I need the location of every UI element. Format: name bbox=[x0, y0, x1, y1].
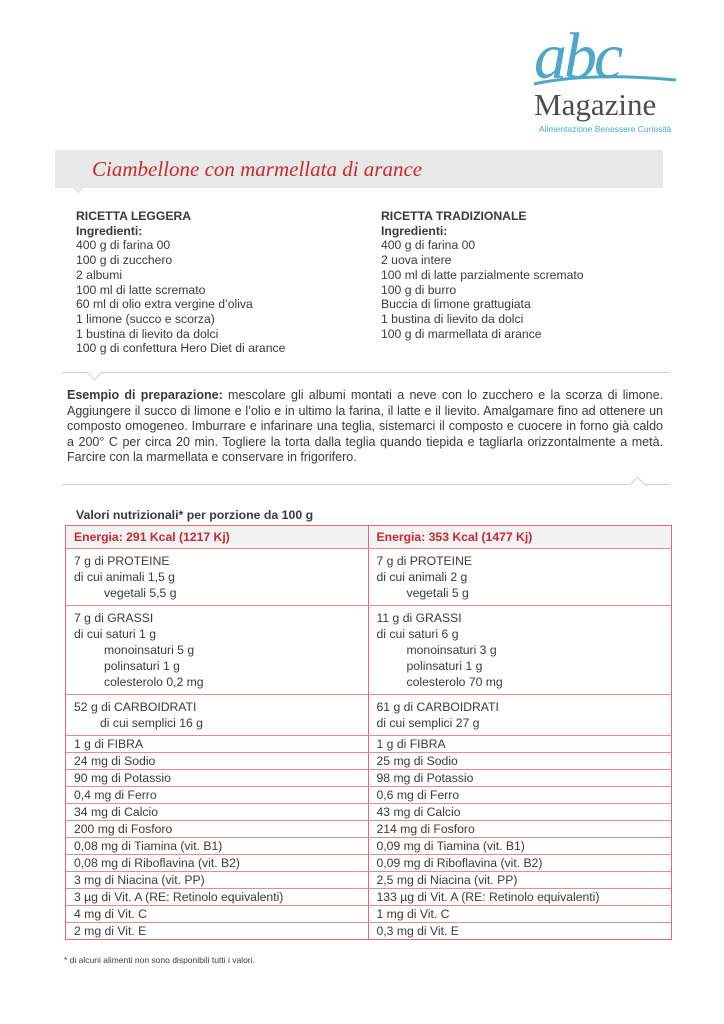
table-cell-light: 24 mg di Sodio bbox=[66, 753, 369, 769]
fats-monounsaturated: monoinsaturi 5 g bbox=[104, 643, 195, 658]
proteins-vegetable: vegetali 5 g bbox=[406, 586, 469, 601]
preparation-body: mescolare gli albumi montati a neve con lo zucchero e la scorza di limone. Aggiungere il succo di limone e l’olio e in ultimo la farina, il latte e il lievito. Amalgamare fino ad ottenere un composto omogeneo. Imburrare e infarinare una teglia, sistemarci il composto e cuocere in forno già caldo a 200° C per circa 20 min. Togliere la torta dalla teglia quando tiepida e tagliarla orizzontalmente a metà. Farcire con la marmellata e conservare in frigorifero. bbox=[67, 388, 663, 465]
table-cell-light: 0,08 mg di Tiamina (vit. B1) bbox=[66, 838, 369, 854]
table-cell-traditional: 0,09 mg di Riboflavina (vit. B2) bbox=[376, 855, 543, 870]
recipe-light-ingredients-label: Ingredienti: bbox=[76, 223, 143, 238]
table-cell-light: 200 mg di Fosforo bbox=[66, 821, 369, 837]
proteins-vegetable: vegetali 5,5 g bbox=[104, 586, 177, 601]
divider bbox=[62, 372, 670, 373]
ingredient-item: 100 ml di latte parzialmente scremato bbox=[381, 267, 584, 282]
table-row bbox=[66, 770, 671, 787]
proteins-animal: di cui animali 2 g bbox=[376, 570, 468, 585]
table-cell-light: 3 mg di Niacina (vit. PP) bbox=[66, 872, 369, 888]
nutrition-title: Valori nutrizionali* per porzione da 100 g bbox=[76, 508, 314, 522]
divider bbox=[62, 484, 670, 485]
table-cell-light: 0,4 mg di Ferro bbox=[66, 787, 369, 803]
fats-cholesterol: colesterolo 70 mg bbox=[406, 675, 503, 690]
footnote: * di alcuni alimenti non sono disponibili tutti i valori. bbox=[64, 955, 255, 965]
fats-total: 7 g di GRASSI bbox=[74, 610, 154, 625]
ingredient-item: 1 bustina di lievito da dolci bbox=[76, 326, 219, 341]
fats-saturated: di cui saturi 1 g bbox=[74, 626, 156, 641]
title-band-notch bbox=[71, 186, 85, 194]
ingredient-item: Buccia di limone grattugiata bbox=[381, 297, 531, 312]
table-cell-light: 3 µg di Vit. A (RE: Retinolo equivalenti) bbox=[66, 889, 369, 905]
table-row bbox=[66, 804, 671, 821]
table-row bbox=[66, 821, 671, 838]
table-row-energy bbox=[66, 526, 671, 549]
table-row bbox=[66, 787, 671, 804]
table-cell-traditional: 133 µg di Vit. A (RE: Retinolo equivalenti) bbox=[376, 889, 600, 904]
preparation-text bbox=[67, 388, 663, 466]
recipe-traditional-ingredients-label: Ingredienti: bbox=[381, 223, 448, 238]
proteins-total: 7 g di PROTEINE bbox=[376, 554, 473, 568]
table-row-fats bbox=[66, 606, 671, 695]
table-row-proteins bbox=[66, 549, 671, 606]
fats-polyunsaturated: polinsaturi 1 g bbox=[104, 659, 180, 674]
table-row bbox=[66, 889, 671, 906]
table-cell-light: 1 g di FIBRA bbox=[66, 736, 369, 752]
ingredient-item: 60 ml di olio extra vergine d’oliva bbox=[76, 297, 253, 312]
logo-magazine: Magazine bbox=[534, 87, 657, 122]
divider-notch bbox=[87, 365, 103, 381]
ingredient-item: 100 g di confettura Hero Diet di arance bbox=[76, 341, 286, 356]
table-cell-light: 0,08 mg di Riboflavina (vit. B2) bbox=[66, 855, 369, 871]
table-row bbox=[66, 838, 671, 855]
energy-light: Energia: 291 Kcal (1217 Kj) bbox=[66, 526, 369, 548]
ingredient-item: 2 albumi bbox=[76, 267, 123, 282]
proteins-total: 7 g di PROTEINE bbox=[74, 554, 170, 568]
table-cell-traditional: 1 g di FIBRA bbox=[376, 736, 446, 751]
table-cell-traditional: 214 mg di Fosforo bbox=[376, 821, 475, 836]
fats-saturated: di cui saturi 6 g bbox=[376, 626, 459, 641]
ingredient-item: 400 g di farina 00 bbox=[76, 238, 171, 253]
ingredient-item: 1 bustina di lievito da dolci bbox=[381, 311, 524, 326]
fats-monounsaturated: monoinsaturi 3 g bbox=[406, 643, 497, 658]
energy-traditional: Energia: 353 Kcal (1477 Kj) bbox=[376, 530, 533, 544]
table-cell-light: 4 mg di Vit. C bbox=[66, 906, 369, 922]
table-row bbox=[66, 872, 671, 889]
recipe-traditional bbox=[381, 209, 681, 341]
proteins-animal: di cui animali 1,5 g bbox=[74, 570, 175, 585]
carbs-simple: di cui semplici 27 g bbox=[376, 715, 480, 730]
table-row bbox=[66, 923, 671, 939]
fats-cholesterol: colesterolo 0,2 mg bbox=[104, 675, 204, 690]
table-cell-traditional: 0,3 mg di Vit. E bbox=[376, 923, 459, 938]
ingredient-item: 1 limone (succo e scorza) bbox=[76, 311, 215, 326]
nutrition-table bbox=[65, 525, 672, 940]
carbs-total: 61 g di CARBOIDRATI bbox=[376, 699, 499, 714]
ingredient-item: 100 ml di latte scremato bbox=[76, 282, 206, 297]
table-cell-traditional: 43 mg di Calcio bbox=[376, 804, 461, 819]
table-row-carbs bbox=[66, 695, 671, 736]
ingredient-item: 100 g di burro bbox=[381, 282, 457, 297]
page-title: Ciambellone con marmellata di arance bbox=[92, 157, 423, 181]
preparation-label: Esempio di preparazione: bbox=[67, 388, 223, 402]
table-cell-traditional: 25 mg di Sodio bbox=[376, 753, 458, 768]
table-cell-traditional: 98 mg di Potassio bbox=[376, 770, 474, 785]
ingredient-item: 100 g di marmellata di arance bbox=[381, 326, 542, 341]
table-cell-light: 2 mg di Vit. E bbox=[66, 923, 369, 939]
recipe-light-heading: RICETTA LEGGERA bbox=[76, 209, 192, 223]
table-cell-light: 90 mg di Potassio bbox=[66, 770, 369, 786]
table-row bbox=[66, 906, 671, 923]
logo-tagline: Alimentazione Benessere Curiosità bbox=[539, 124, 672, 134]
fats-polyunsaturated: polinsaturi 1 g bbox=[406, 659, 483, 674]
recipe-light bbox=[76, 209, 356, 356]
table-cell-traditional: 1 mg di Vit. C bbox=[376, 906, 450, 921]
ingredient-item: 100 g di zucchero bbox=[76, 253, 173, 268]
table-cell-light: 34 mg di Calcio bbox=[66, 804, 369, 820]
table-row bbox=[66, 736, 671, 753]
carbs-total: 52 g di CARBOIDRATI bbox=[74, 699, 197, 714]
divider-notch bbox=[630, 477, 646, 493]
table-row bbox=[66, 855, 671, 872]
table-cell-traditional: 0,09 mg di Tiamina (vit. B1) bbox=[376, 838, 525, 853]
logo-abc: abc bbox=[534, 20, 621, 93]
ingredient-item: 400 g di farina 00 bbox=[381, 238, 476, 253]
table-row bbox=[66, 753, 671, 770]
recipe-traditional-heading: RICETTA TRADIZIONALE bbox=[381, 209, 527, 223]
ingredient-item: 2 uova intere bbox=[381, 253, 452, 268]
carbs-simple: di cui semplici 16 g bbox=[100, 715, 203, 730]
fats-total: 11 g di GRASSI bbox=[376, 610, 462, 625]
table-cell-traditional: 2,5 mg di Niacina (vit. PP) bbox=[376, 872, 518, 887]
table-cell-traditional: 0,6 mg di Ferro bbox=[376, 787, 460, 802]
